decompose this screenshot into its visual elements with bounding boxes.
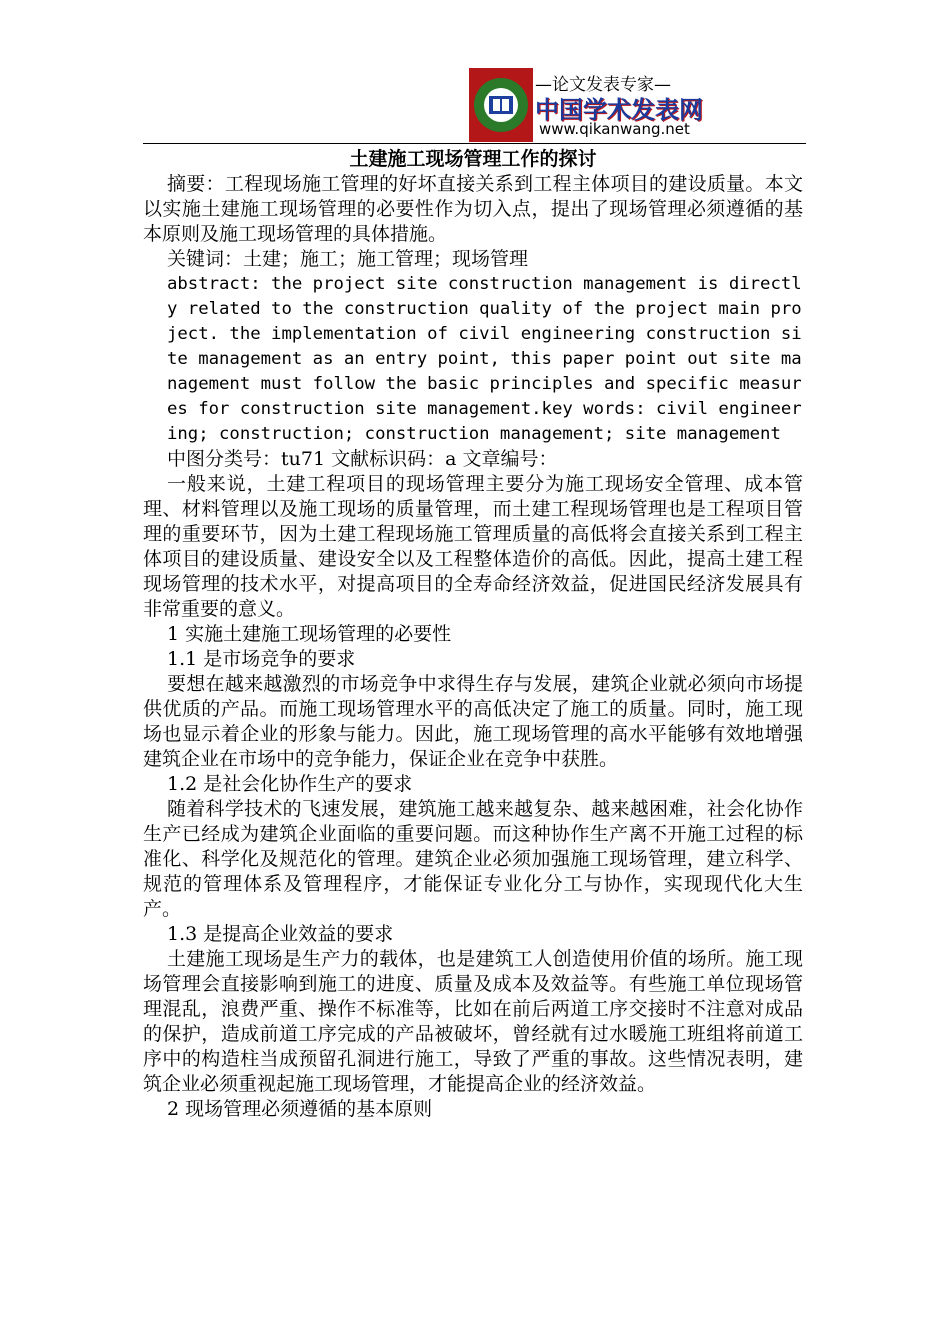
seal-emblem-icon [469,68,533,142]
keywords-cn: 关键词：土建；施工；施工管理；现场管理 [167,248,529,270]
section-1-1-body: 要想在越来越激烈的市场竞争中求得生存与发展，建筑企业就必须向市场提供优质的产品。而施工现场管理水平的高低决定了施工的质量。同时，施工现场也显示着企业的形象与能力。因此，施工现场管理的高水平能够有效地增强建筑企业在市场中的竞争能力，保证企业在竞争中获胜。 [143,673,803,770]
section-1-1-heading: 1.1 是市场竞争的要求 [167,648,356,670]
section-1-2-body: 随着科学技术的飞速发展，建筑施工越来越复杂、越来越困难，社会化协作生产已经成为建筑企业面临的重要问题。而这种协作生产离不开施工过程的标准化、科学化及规范化的管理。建筑企业必须加强施工现场管理，建立科学、规范的管理体系及管理程序，才能保证专业化分工与协作，实现现代化大生产。 [143,798,803,920]
abstract-cn: 摘要：工程现场施工管理的好坏直接关系到工程主体项目的建设质量。本文以实施土建施工现场管理的必要性作为切入点，提出了现场管理必须遵循的基本原则及施工现场管理的具体措施。 [143,173,803,245]
section-1-2-heading: 1.2 是社会化协作生产的要求 [167,773,413,795]
logo-tagline: —论文发表专家— [535,75,671,95]
logo-url[interactable]: www.qikanwang.net [539,120,690,138]
section-1-3-heading: 1.3 是提高企业效益的要求 [167,923,394,945]
article-title: 土建施工现场管理工作的探讨 [349,148,597,170]
header-divider [143,143,806,144]
abstract-en: abstract: the project site construction management is directly related to the construction quality of the project main project. the implementation of civil engineering construction site management as an entry point, this paper point out site management must follow the basic principles and specific measures for construction site management.key words: civil engineering; construction; construction management; site management [167,274,802,444]
classification-line: 中图分类号：tu71 文献标识码：a 文章编号： [167,448,558,470]
article-body [143,147,803,1122]
section-1-3-body: 土建施工现场是生产力的载体，也是建筑工人创造使用价值的场所。施工现场管理会直接影响到施工的进度、质量及成本及效益等。有些施工单位现场管理混乱，浪费严重、操作不标准等，比如在前后两道工序交接时不注意对成品的保护，造成前道工序完成的产品被破坏，曾经就有过水暖施工班组将前道工序中的构造柱当成预留孔洞进行施工，导致了严重的事故。这些情况表明，建筑企业必须重视起施工现场管理，才能提高企业的经济效益。 [143,948,803,1095]
intro-paragraph: 一般来说，土建工程项目的现场管理主要分为施工现场安全管理、成本管理、材料管理以及施工现场的质量管理，而土建工程现场管理也是工程项目管理的重要环节，因为土建工程现场施工管理质量的高低将会直接关系到工程主体项目的建设质量、建设安全以及工程整体造价的高低。因此，提高土建工程现场管理的技术水平，对提高项目的全寿命经济效益，促进国民经济发展具有非常重要的意义。 [143,473,803,620]
section-1-heading: 1 实施土建施工现场管理的必要性 [167,623,452,645]
site-logo[interactable] [469,68,703,142]
logo-brand-name: 中国学术发表网 [535,96,703,124]
section-2-heading: 2 现场管理必须遵循的基本原则 [167,1098,433,1120]
